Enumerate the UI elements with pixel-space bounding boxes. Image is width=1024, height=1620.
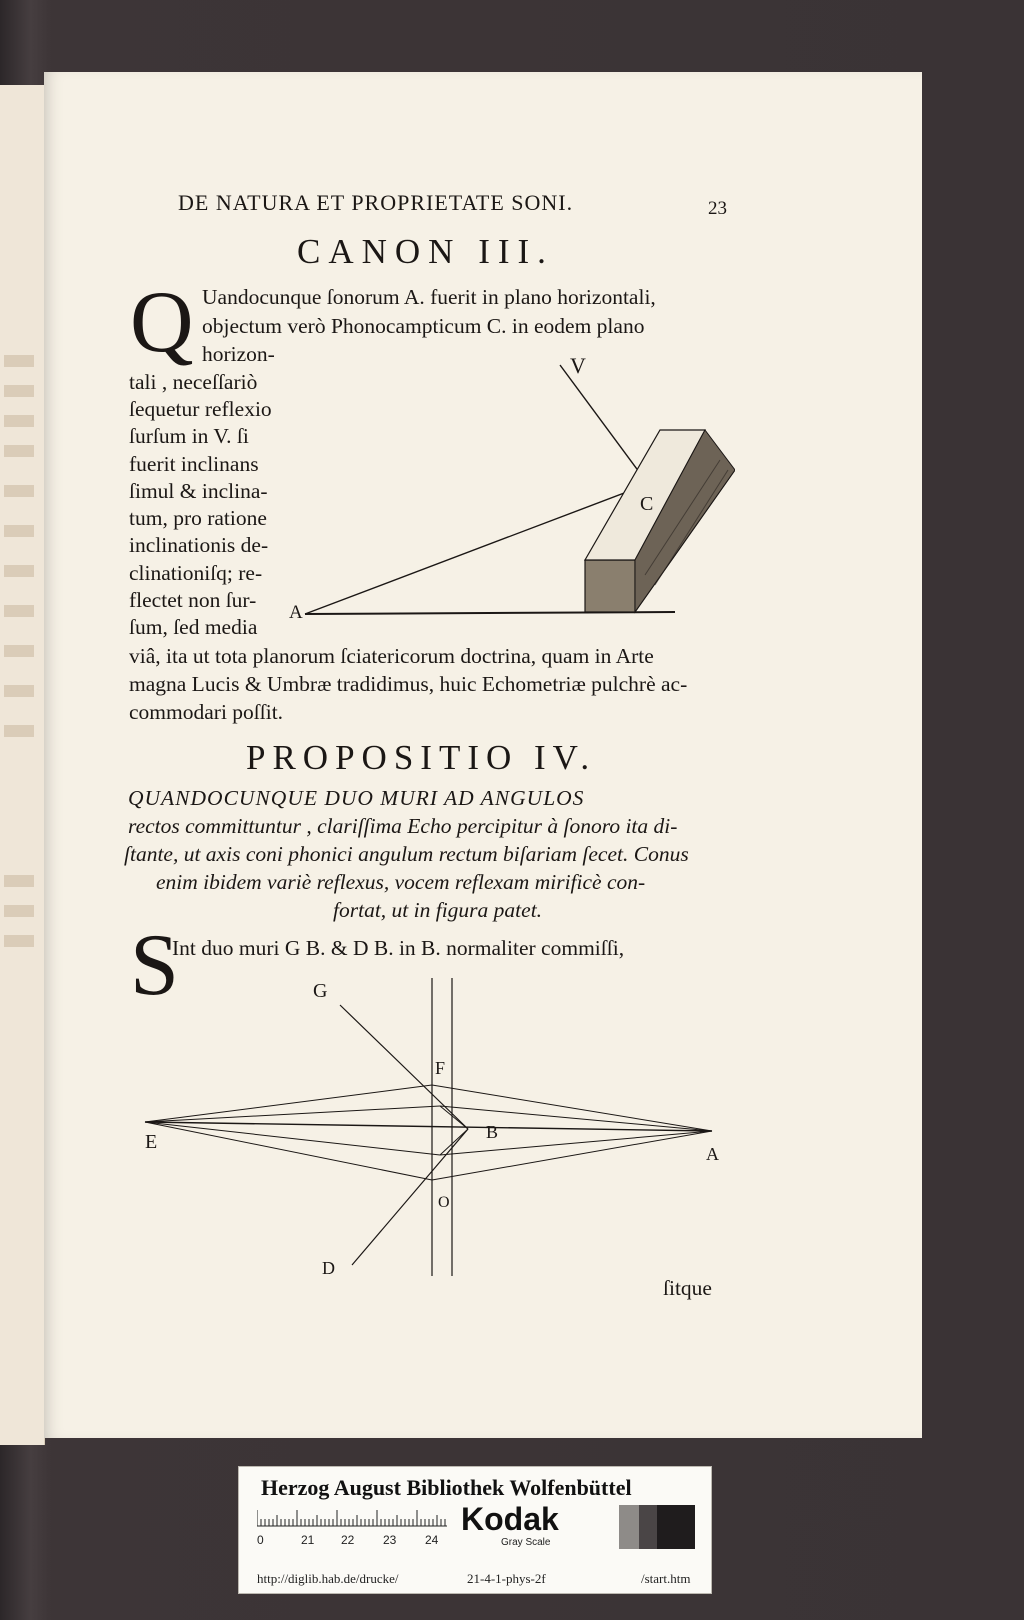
canon-line: tali , neceſſariò — [129, 370, 258, 394]
propositio-line: enim ibidem variè reflexus, vocem reflexam mirificè con- — [156, 870, 646, 894]
running-head: DE NATURA ET PROPRIETATE SONI. — [178, 190, 574, 215]
canon-line: objectum verò Phonocampticum C. in eodem plano — [202, 314, 645, 338]
dropcap-q: Q — [130, 274, 194, 371]
propositio-line: fortat, ut in figura patet. — [333, 898, 543, 922]
gray-swatch-mid — [657, 1505, 695, 1549]
ruler-num: 21 — [301, 1533, 315, 1547]
library-name: Herzog August Bibliothek Wolfenbüttel — [261, 1475, 632, 1500]
propositio-line: QUANDOCUNQUE DUO MURI AD ANGULOS — [128, 786, 585, 810]
catchword: ſitque — [663, 1276, 712, 1300]
url-right: /start.htm — [641, 1571, 691, 1586]
label-b: B — [486, 1122, 499, 1142]
url-left: http://diglib.hab.de/drucke/ — [257, 1571, 399, 1586]
canon-title: CANON III. — [297, 232, 554, 271]
color-target-card — [238, 1466, 712, 1594]
label-v: V — [570, 353, 586, 378]
kodak-logo: Kodak — [461, 1501, 559, 1537]
label-d: D — [322, 1258, 335, 1278]
facing-page-edge — [0, 85, 45, 1445]
gray-scale-label: Gray Scale — [501, 1537, 551, 1548]
ruler-num: 24 — [425, 1533, 439, 1547]
propositio-title: PROPOSITIO IV. — [246, 738, 597, 777]
dropcap-s: S — [130, 917, 179, 1014]
ruler-num: 22 — [341, 1533, 355, 1547]
ruler-num: 23 — [383, 1533, 397, 1547]
label-o: O — [438, 1194, 450, 1211]
label-a2: A — [706, 1144, 719, 1164]
wall-reflection-figure — [285, 350, 735, 625]
label-g: G — [313, 980, 328, 1002]
page-number: 23 — [708, 198, 727, 219]
body-line: Int duo muri G B. & D B. in B. normaliter commiſſi, — [172, 936, 625, 960]
label-a: A — [289, 602, 303, 623]
canon-line: magna Lucis & Umbræ tradidimus, huic Echometriæ pulchrè ac- — [129, 672, 688, 696]
label-c: C — [640, 493, 654, 515]
canon-line: ſurſum in V. ſi — [129, 424, 249, 448]
canon-line: ſimul & inclina- — [129, 479, 268, 503]
url-mid: 21-4-1-phys-2f — [467, 1571, 546, 1586]
canon-line: clinationiſq; re- — [129, 561, 263, 585]
ruler-num: 0 — [257, 1533, 264, 1547]
propositio-line: ſtante, ut axis coni phonici angulum rectum biſariam ſecet. Conus — [124, 842, 689, 866]
canon-line: horizon- — [202, 342, 275, 366]
canon-line: commodari poſſit. — [129, 700, 284, 724]
label-e: E — [145, 1131, 158, 1153]
propositio-line: rectos committuntur , clariſſima Echo percipitur à ſonoro ita di- — [128, 814, 678, 838]
canon-line: ſequetur reflexio — [129, 397, 272, 421]
canon-line: flectet non ſur- — [129, 588, 257, 612]
gray-swatch-dark — [639, 1505, 657, 1549]
canon-line: tum, pro ratione — [129, 506, 267, 530]
canon-line: viâ, ita ut tota planorum ſciatericorum doctrina, quam in Arte — [129, 644, 654, 668]
scale-ruler — [257, 1509, 447, 1527]
canon-line: ſum, ſed media — [129, 615, 258, 639]
canon-line: inclinationis de- — [129, 533, 269, 557]
label-f: F — [435, 1058, 446, 1078]
corner-echo-figure — [140, 975, 730, 1280]
canon-line: fuerit inclinans — [129, 452, 259, 476]
canon-line: Uandocunque ſonorum A. fuerit in plano horizontali, — [202, 285, 656, 309]
